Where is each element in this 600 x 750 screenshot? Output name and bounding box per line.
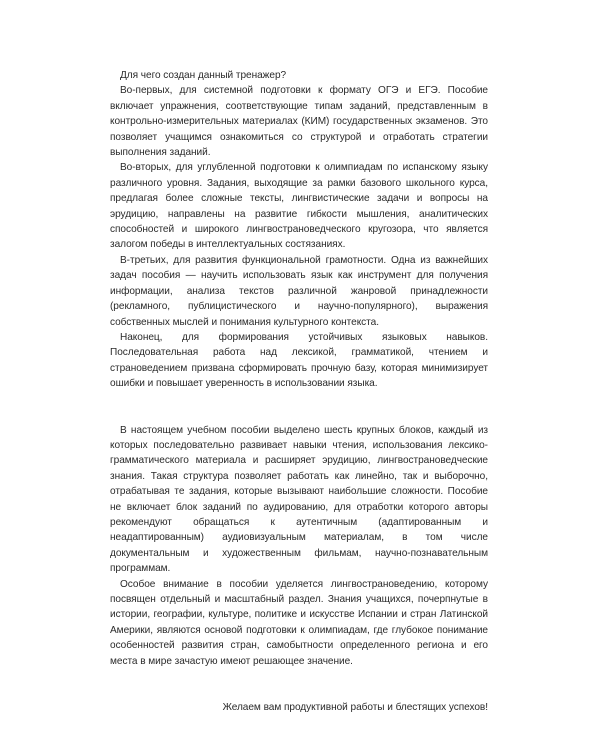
paragraph-third-purpose: В-третьих, для развития функциональной грамотности. Одна из важнейших задач пособия — научить использовать язык как инструмент для получения информации, анализа текстов различной жанровой принадлежности (рекламного, публицистического и научно-популярного), выражения собственных мыслей и понимания культурного контекста. xyxy=(110,254,488,328)
document-page xyxy=(110,68,488,715)
intro-question: Для чего создан данный тренажер? xyxy=(120,70,287,81)
section-spacer xyxy=(110,392,488,423)
paragraph-first-purpose: Во-первых, для системной подготовки к формату ОГЭ и ЕГЭ. Пособие включает упражнения, соответствующие типам заданий, представленным в контрольно-измерительных материалах (КИМ) государственных экзаменов. Это позволяет учащимся ознакомиться со структурой и отработать стратегии выполнения заданий. xyxy=(110,85,488,159)
paragraph-structure: В настоящем учебном пособии выделено шесть крупных блоков, каждый из которых последовательно развивает навыки чтения, использования лексико-грамматического материала и расширяет эрудицию, лингвострановедческие знания. Такая структура позволяет работать как линейно, так и выборочно, отрабатывая те задания, которые вызывают наибольшие сложности. Пособие не включает блок заданий по аудированию, для отработки которого авторы рекомендуют обращаться к аутентичным (адаптированным и неадаптированным) аудиовизуальным материалам, в том числе документальным и художественным фильмам, научно-познавательным программам. xyxy=(110,424,488,575)
closing-wish: Желаем вам продуктивной работы и блестящих успехов! xyxy=(222,702,488,714)
paragraph-finally: Наконец, для формирования устойчивых языковых навыков. Последовательная работа над лексикой, грамматикой, чтением и страноведением призвана сформировать прочную базу, которая минимизирует ошибки и повышает уверенность в использовании языка. xyxy=(110,331,488,390)
paragraph-area-studies: Особое внимание в пособии уделяется лингвострановедению, которому посвящен отдельный и масштабный раздел. Знания учащихся, почерпнутые в истории, географии, культуре, политике и искусстве Испании и стран Латинской Америки, являются основой подготовки к олимпиадам, где глубокое понимание особенностей развития стран, самобытности определенного региона и его места в мире зачастую имеют решающее значение. xyxy=(110,578,488,667)
paragraph-second-purpose: Во-вторых, для углубленной подготовки к олимпиадам по испанскому языку различного уровня. Задания, выходящие за рамки базового школьного курса, предлагая более сложные тексты, лингвистические задачи и вопросы на эрудицию, направлены на развитие гибкости мышления, аналитических способностей и широкого лингвострановедческого кругозора, что является залогом победы в интеллектуальных состязаниях. xyxy=(110,162,488,251)
closing-spacer xyxy=(110,669,488,700)
